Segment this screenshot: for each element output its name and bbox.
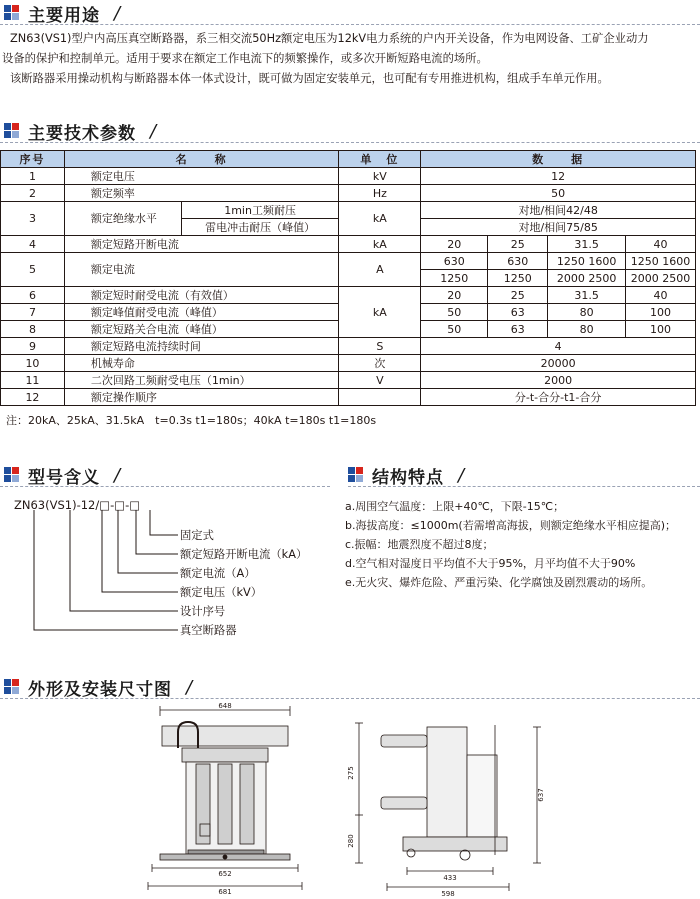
list-item: b.海拔高度：≤1000m(若需增高海拔，则额定绝缘水平相应提高)； xyxy=(345,519,676,532)
dim-652: 652 xyxy=(218,870,232,878)
table-row: 4 额定短路开断电流 kA 20 25 31.5 40 xyxy=(1,236,696,253)
divider xyxy=(0,142,700,143)
dim-275: 275 xyxy=(347,766,355,780)
table-row: 8 额定短路关合电流（峰值） 50 63 80 100 xyxy=(1,321,696,338)
header-no: 序号 xyxy=(1,151,65,168)
list-item: d.空气相对湿度日平均值不大于95%，月平均值不大于90% xyxy=(345,557,636,570)
section-model-header xyxy=(4,464,120,486)
table-row: 2 额定频率 Hz 50 xyxy=(1,185,696,202)
table-row: 1 额定电压 kV 12 xyxy=(1,168,696,185)
model-code: ZN63(VS1)-12/□-□-□ xyxy=(14,498,141,512)
section-bullet-icon xyxy=(4,123,20,139)
dim-433: 433 xyxy=(443,874,457,882)
section-dimension-header xyxy=(4,676,192,698)
section-title: 外形及安装尺寸图 xyxy=(28,679,172,700)
section-bullet-icon xyxy=(4,679,20,695)
section-bullet-icon xyxy=(348,467,364,483)
header-unit: 单 位 xyxy=(339,151,421,168)
model-label: 额定短路开断电流（kA） xyxy=(180,548,308,561)
slash-decoration: / xyxy=(150,120,157,142)
section-bullet-icon xyxy=(4,5,20,21)
divider xyxy=(0,486,330,487)
usage-line-1: ZN63(VS1)型户内高压真空断路器，系三相交流50Hz额定电压为12kV电力系统的户内开关设备，作为电网设备、工矿企业动力 xyxy=(10,32,649,45)
table-row: 11 二次回路工频耐受电压（1min） V 2000 xyxy=(1,372,696,389)
slash-decoration: / xyxy=(114,2,121,24)
table-row: 9 额定短路电流持续时间 S 4 xyxy=(1,338,696,355)
usage-line-2: 设备的保护和控制单元。适用于要求在额定工作电流下的频繁操作，或多次开断短路电流的场所。 xyxy=(2,52,488,65)
dim-637: 637 xyxy=(537,788,545,802)
table-row: 12 额定操作顺序 分-t-合分-t1-合分 xyxy=(1,389,696,406)
dim-598: 598 xyxy=(441,890,455,898)
divider xyxy=(0,24,700,25)
table-row: 雷电冲击耐压（峰值） 对地/相间75/85 xyxy=(1,219,696,236)
section-title: 型号含义 xyxy=(28,467,100,488)
table-row: 10 机械寿命 次 20000 xyxy=(1,355,696,372)
section-title: 结构特点 xyxy=(372,467,444,488)
spec-table xyxy=(0,150,696,406)
table-note: 注：20kA、25kA、31.5kA t=0.3s t1=180s；40kA t=180s t1=180s xyxy=(6,414,377,427)
model-label: 固定式 xyxy=(180,529,214,542)
dim-280: 280 xyxy=(347,834,355,848)
table-row: 6 额定短时耐受电流（有效值） kA 20 25 31.5 40 xyxy=(1,287,696,304)
model-label: 真空断路器 xyxy=(180,624,237,637)
side-view-drawing xyxy=(345,715,545,898)
front-view-drawing xyxy=(140,700,310,898)
divider xyxy=(348,486,700,487)
dim-648: 648 xyxy=(218,702,232,710)
section-bullet-icon xyxy=(4,467,20,483)
model-leader-lines xyxy=(0,490,180,640)
slash-decoration: / xyxy=(186,676,193,698)
model-label: 额定电压（kV） xyxy=(180,586,263,599)
list-item: e.无火灾、爆炸危险、严重污染、化学腐蚀及剧烈震动的场所。 xyxy=(345,576,653,589)
model-label: 设计序号 xyxy=(180,605,226,618)
model-label: 额定电流（A） xyxy=(180,567,256,580)
header-name: 名 称 xyxy=(64,151,339,168)
table-row: 5 额定电流 A 630 630 1250 1600 1250 1600 xyxy=(1,253,696,270)
list-item: c.振幅：地震烈度不超过8度； xyxy=(345,538,494,551)
table-header-row xyxy=(1,151,696,168)
list-item: a.周围空气温度：上限+40℃，下限-15℃； xyxy=(345,500,565,513)
table-row: 7 额定峰值耐受电流（峰值） 50 63 80 100 xyxy=(1,304,696,321)
table-row: 1250 1250 2000 2500 2000 2500 xyxy=(1,270,696,287)
section-title: 主要技术参数 xyxy=(28,123,136,144)
table-row: 3 额定绝缘水平 1min工频耐压 kA 对地/相间42/48 xyxy=(1,202,696,219)
usage-line-3: 该断路器采用操动机构与断路器本体一体式设计，既可做为固定安装单元，也可配有专用推进机构，组成手车单元作用。 xyxy=(10,72,609,85)
slash-decoration: / xyxy=(458,464,465,486)
divider xyxy=(0,698,700,699)
model-labels xyxy=(180,526,307,640)
structure-list xyxy=(345,497,676,592)
section-title: 主要用途 xyxy=(28,5,100,26)
section-structure-header xyxy=(348,464,464,486)
slash-decoration: / xyxy=(114,464,121,486)
header-data: 数 据 xyxy=(421,151,696,168)
section-usage-header xyxy=(4,2,120,24)
dim-681: 681 xyxy=(218,888,232,896)
section-params-header xyxy=(4,120,156,142)
